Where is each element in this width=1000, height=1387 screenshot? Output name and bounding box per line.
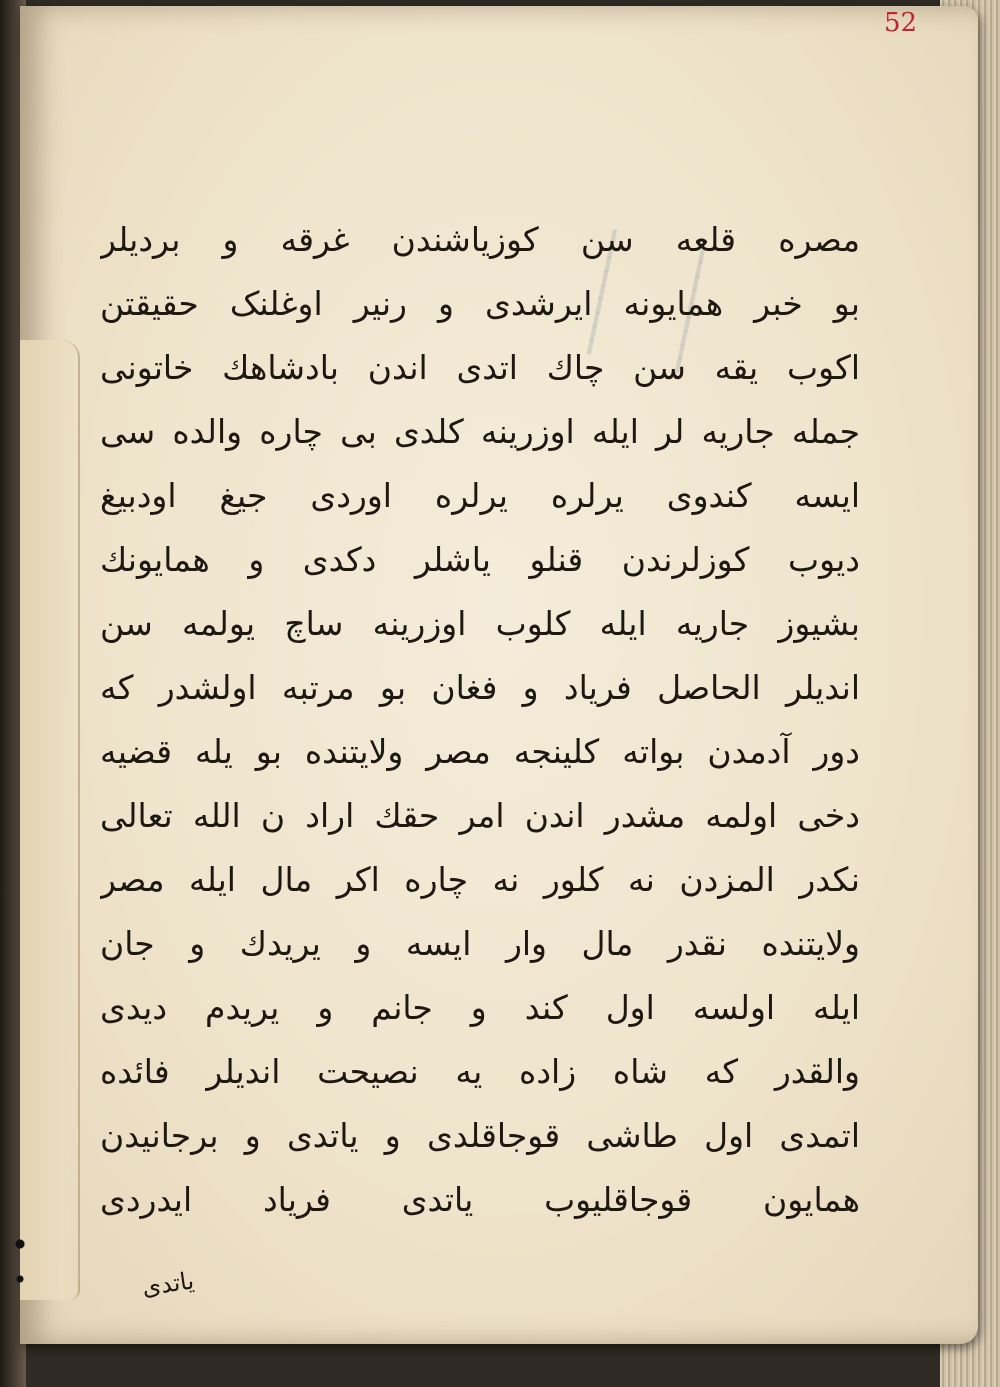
- text-line: بشیوز جاریه ایله کلوب اوزرینه ساچ یولمه سن: [100, 604, 860, 643]
- text-line: ایله اولسه اول کند و جانم و یریدم دیدی: [100, 988, 860, 1027]
- text-line: اتمدی اول طاشی قوجاقلدی و یاتدی و برجانیدن: [100, 1116, 860, 1155]
- text-block: [100, 208, 860, 1232]
- text-line: دخی اولمه مشدر اندن امر حقك اراد ن الله تعالی: [100, 796, 860, 835]
- text-line: اکوب یقه سن چاك اتدی اندن بادشاهك خاتونی: [100, 348, 860, 387]
- text-line: بو خبر همایونه ایرشدی و رنیر اوغلنک حقیقتن: [100, 284, 860, 323]
- text-line: ولایتنده نقدر مال وار ایسه و یریدك و جان: [100, 924, 860, 963]
- text-line: والقدر که شاه زاده یه نصیحت اندیلر فائده: [100, 1052, 860, 1091]
- text-line: اندیلر الحاصل فریاد و فغان بو مرتبه اولشدر که: [100, 668, 860, 707]
- text-line: همایون قوجاقلیوب یاتدی فریاد ایدردی: [100, 1180, 860, 1219]
- folio-number: 52: [884, 8, 918, 38]
- text-line: نکدر المزدن نه کلور نه چاره اکر مال ایله مصر: [100, 860, 860, 899]
- text-line: دور آدمدن بواته کلینجه مصر ولایتنده بو یله قضیه: [100, 732, 860, 771]
- text-line: مصره قلعه سن کوزیاشندن غرقه و بردیلر: [100, 220, 860, 259]
- text-line: دیوب کوزلرندن قنلو یاشلر دکدی و همایونك: [100, 540, 860, 579]
- show-through-text: ـــــــــ ـــــــــ: [547, 221, 718, 376]
- text-line: جمله جاریه لر ایله اوزرینه کلدی بی چاره والده سی: [100, 412, 860, 451]
- catchword: یاتدی: [140, 1266, 196, 1302]
- text-line: ایسه کندوی یرلره یرلره اوردی جیغ اودبیغ: [100, 476, 860, 515]
- damaged-margin: [20, 340, 80, 1300]
- ink-spots: [14, 1230, 26, 1300]
